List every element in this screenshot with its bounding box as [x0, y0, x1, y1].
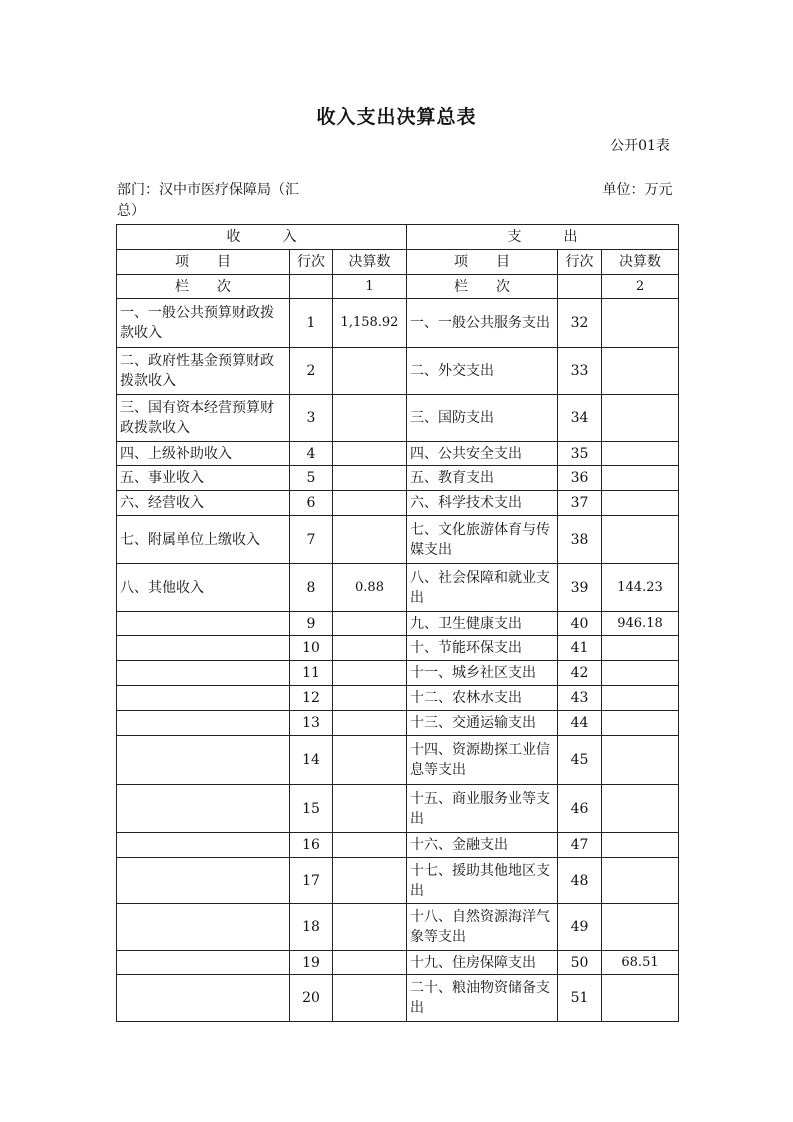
- income-item-cell: 六、经营收入: [117, 491, 290, 516]
- expense-line-cell: 46: [558, 785, 602, 833]
- income-line-cell: 20: [290, 975, 333, 1022]
- income-item-cell: 三、国有资本经营预算财政拨款收入: [117, 395, 290, 442]
- expense-item-cell: 四、公共安全支出: [407, 442, 558, 466]
- column-header-row: [117, 250, 679, 275]
- page-title: 收入支出决算总表: [316, 106, 477, 128]
- income-section-header: 收 入: [117, 225, 407, 250]
- expense-line-cell: 42: [558, 661, 602, 686]
- expense-amount-cell: [602, 299, 679, 348]
- income-amount-cell: [333, 904, 407, 951]
- income-item-cell: 五、事业收入: [117, 466, 290, 491]
- income-amount-cell: [333, 491, 407, 516]
- expense-amount-cell: [602, 491, 679, 516]
- table-row: [117, 833, 679, 858]
- income-line-cell: 13: [290, 711, 333, 736]
- income-item-cell: 二、政府性基金预算财政拨款收入: [117, 348, 290, 395]
- table-row: [117, 516, 679, 564]
- expense-item-cell: 九、卫生健康支出: [407, 612, 558, 636]
- income-item-cell: [117, 904, 290, 951]
- expense-item-cell: 五、教育支出: [407, 466, 558, 491]
- expense-line-cell: 39: [558, 564, 602, 612]
- expense-column-label: 栏 次: [407, 275, 558, 299]
- expense-amount-cell: [602, 395, 679, 442]
- expense-item-cell: 十八、自然资源海洋气象等支出: [407, 904, 558, 951]
- income-amount-cell: [333, 636, 407, 661]
- expense-amount-cell: [602, 833, 679, 858]
- expense-amount-cell: [602, 348, 679, 395]
- expense-amount-cell: [602, 858, 679, 904]
- income-amount-cell: [333, 466, 407, 491]
- expense-item-cell: 三、国防支出: [407, 395, 558, 442]
- unit-label: 单位：万元: [602, 182, 673, 198]
- expense-line-cell: 50: [558, 951, 602, 975]
- income-item-cell: [117, 636, 290, 661]
- income-amount-header: 决算数: [333, 250, 407, 275]
- income-item-cell: [117, 785, 290, 833]
- income-line-cell: 4: [290, 442, 333, 466]
- expense-amount-cell: [602, 636, 679, 661]
- expense-item-cell: 一、一般公共服务支出: [407, 299, 558, 348]
- expense-amount-cell: [602, 975, 679, 1022]
- table-row: [117, 904, 679, 951]
- table-row: [117, 661, 679, 686]
- expense-line-header: 行次: [558, 250, 602, 275]
- expense-amount-header: 决算数: [602, 250, 679, 275]
- income-amount-cell: [333, 711, 407, 736]
- expense-line-cell: 33: [558, 348, 602, 395]
- income-line-cell: 11: [290, 661, 333, 686]
- expense-amount-cell: [602, 442, 679, 466]
- expense-amount-cell: [602, 736, 679, 785]
- income-amount-cell: [333, 951, 407, 975]
- income-amount-cell: [333, 686, 407, 711]
- expense-amount-cell: 144.23: [602, 564, 679, 612]
- income-line-cell: 18: [290, 904, 333, 951]
- expense-column-number: 2: [602, 275, 679, 299]
- expense-line-cell: 48: [558, 858, 602, 904]
- expense-item-cell: 十一、城乡社区支出: [407, 661, 558, 686]
- expense-line-cell: 34: [558, 395, 602, 442]
- income-line-cell: 16: [290, 833, 333, 858]
- income-item-cell: 七、附属单位上缴收入: [117, 516, 290, 564]
- table-row: [117, 636, 679, 661]
- table-row: [117, 975, 679, 1022]
- income-line-cell: 5: [290, 466, 333, 491]
- expense-line-cell: 49: [558, 904, 602, 951]
- income-item-cell: [117, 833, 290, 858]
- table-row: [117, 951, 679, 975]
- expense-item-cell: 七、文化旅游体育与传媒支出: [407, 516, 558, 564]
- income-line-cell: 9: [290, 612, 333, 636]
- income-line-cell: 10: [290, 636, 333, 661]
- income-amount-cell: [333, 395, 407, 442]
- expense-item-cell: 十九、住房保障支出: [407, 951, 558, 975]
- expense-item-cell: 十、节能环保支出: [407, 636, 558, 661]
- income-amount-cell: [333, 516, 407, 564]
- income-amount-cell: [333, 736, 407, 785]
- income-amount-cell: [333, 442, 407, 466]
- expense-item-cell: 二、外交支出: [407, 348, 558, 395]
- income-line-header: 行次: [290, 250, 333, 275]
- income-item-cell: [117, 858, 290, 904]
- income-amount-cell: [333, 348, 407, 395]
- income-amount-cell: [333, 661, 407, 686]
- income-line-cell: 14: [290, 736, 333, 785]
- expense-line-cell: 38: [558, 516, 602, 564]
- expense-amount-cell: 946.18: [602, 612, 679, 636]
- expense-item-header: 项 目: [407, 250, 558, 275]
- expense-line-cell: 41: [558, 636, 602, 661]
- expense-item-cell: 八、社会保障和就业支出: [407, 564, 558, 612]
- income-line-cell: 7: [290, 516, 333, 564]
- income-line-cell: 3: [290, 395, 333, 442]
- income-line-cell: 8: [290, 564, 333, 612]
- table-row: [117, 785, 679, 833]
- expense-line-cell: 45: [558, 736, 602, 785]
- section-header-row: [117, 225, 679, 250]
- expense-line-blank: [558, 275, 602, 299]
- income-item-cell: [117, 612, 290, 636]
- expense-line-cell: 47: [558, 833, 602, 858]
- income-line-cell: 15: [290, 785, 333, 833]
- income-line-cell: 17: [290, 858, 333, 904]
- income-expense-table: [116, 224, 679, 1022]
- income-amount-cell: [333, 975, 407, 1022]
- expense-item-cell: 十二、农林水支出: [407, 686, 558, 711]
- expense-amount-cell: [602, 904, 679, 951]
- table-row: [117, 491, 679, 516]
- table-row: [117, 348, 679, 395]
- expense-line-cell: 44: [558, 711, 602, 736]
- table-row: [117, 442, 679, 466]
- expense-line-cell: 37: [558, 491, 602, 516]
- table-row: [117, 711, 679, 736]
- table-row: [117, 686, 679, 711]
- expense-line-cell: 36: [558, 466, 602, 491]
- income-line-cell: 1: [290, 299, 333, 348]
- expense-section-header: 支 出: [407, 225, 679, 250]
- income-item-cell: [117, 975, 290, 1022]
- income-amount-cell: [333, 833, 407, 858]
- income-item-cell: 八、其他收入: [117, 564, 290, 612]
- expense-amount-cell: 68.51: [602, 951, 679, 975]
- income-amount-cell: 0.88: [333, 564, 407, 612]
- table-row: [117, 736, 679, 785]
- expense-amount-cell: [602, 785, 679, 833]
- income-line-cell: 6: [290, 491, 333, 516]
- income-column-label: 栏 次: [117, 275, 290, 299]
- expense-item-cell: 六、科学技术支出: [407, 491, 558, 516]
- expense-line-cell: 35: [558, 442, 602, 466]
- expense-amount-cell: [602, 661, 679, 686]
- expense-line-cell: 51: [558, 975, 602, 1022]
- income-column-number: 1: [333, 275, 407, 299]
- table-row: [117, 395, 679, 442]
- table-row: [117, 612, 679, 636]
- table-row: [117, 564, 679, 612]
- expense-item-cell: 十七、援助其他地区支出: [407, 858, 558, 904]
- column-number-row: [117, 275, 679, 299]
- income-line-cell: 2: [290, 348, 333, 395]
- income-item-header: 项 目: [117, 250, 290, 275]
- income-line-cell: 19: [290, 951, 333, 975]
- department-label: 部门：汉中市医疗保障局（汇总）: [117, 182, 299, 219]
- income-item-cell: [117, 686, 290, 711]
- income-item-cell: [117, 736, 290, 785]
- income-amount-cell: [333, 612, 407, 636]
- income-amount-cell: [333, 785, 407, 833]
- expense-amount-cell: [602, 516, 679, 564]
- table-row: [117, 299, 679, 348]
- income-item-cell: [117, 951, 290, 975]
- income-item-cell: [117, 661, 290, 686]
- income-item-cell: 四、上级补助收入: [117, 442, 290, 466]
- income-item-cell: 一、一般公共预算财政拨款收入: [117, 299, 290, 348]
- expense-line-cell: 32: [558, 299, 602, 348]
- income-line-cell: 12: [290, 686, 333, 711]
- expense-item-cell: 十五、商业服务业等支出: [407, 785, 558, 833]
- income-amount-cell: 1,158.92: [333, 299, 407, 348]
- income-item-cell: [117, 711, 290, 736]
- expense-item-cell: 十三、交通运输支出: [407, 711, 558, 736]
- expense-line-cell: 40: [558, 612, 602, 636]
- table-row: [117, 858, 679, 904]
- expense-amount-cell: [602, 686, 679, 711]
- expense-item-cell: 二十、粮油物资储备支出: [407, 975, 558, 1022]
- form-number: 公开01表: [610, 138, 670, 154]
- table-row: [117, 466, 679, 491]
- expense-line-cell: 43: [558, 686, 602, 711]
- income-amount-cell: [333, 858, 407, 904]
- income-line-blank: [290, 275, 333, 299]
- expense-amount-cell: [602, 711, 679, 736]
- expense-item-cell: 十四、资源勘探工业信息等支出: [407, 736, 558, 785]
- expense-amount-cell: [602, 466, 679, 491]
- expense-item-cell: 十六、金融支出: [407, 833, 558, 858]
